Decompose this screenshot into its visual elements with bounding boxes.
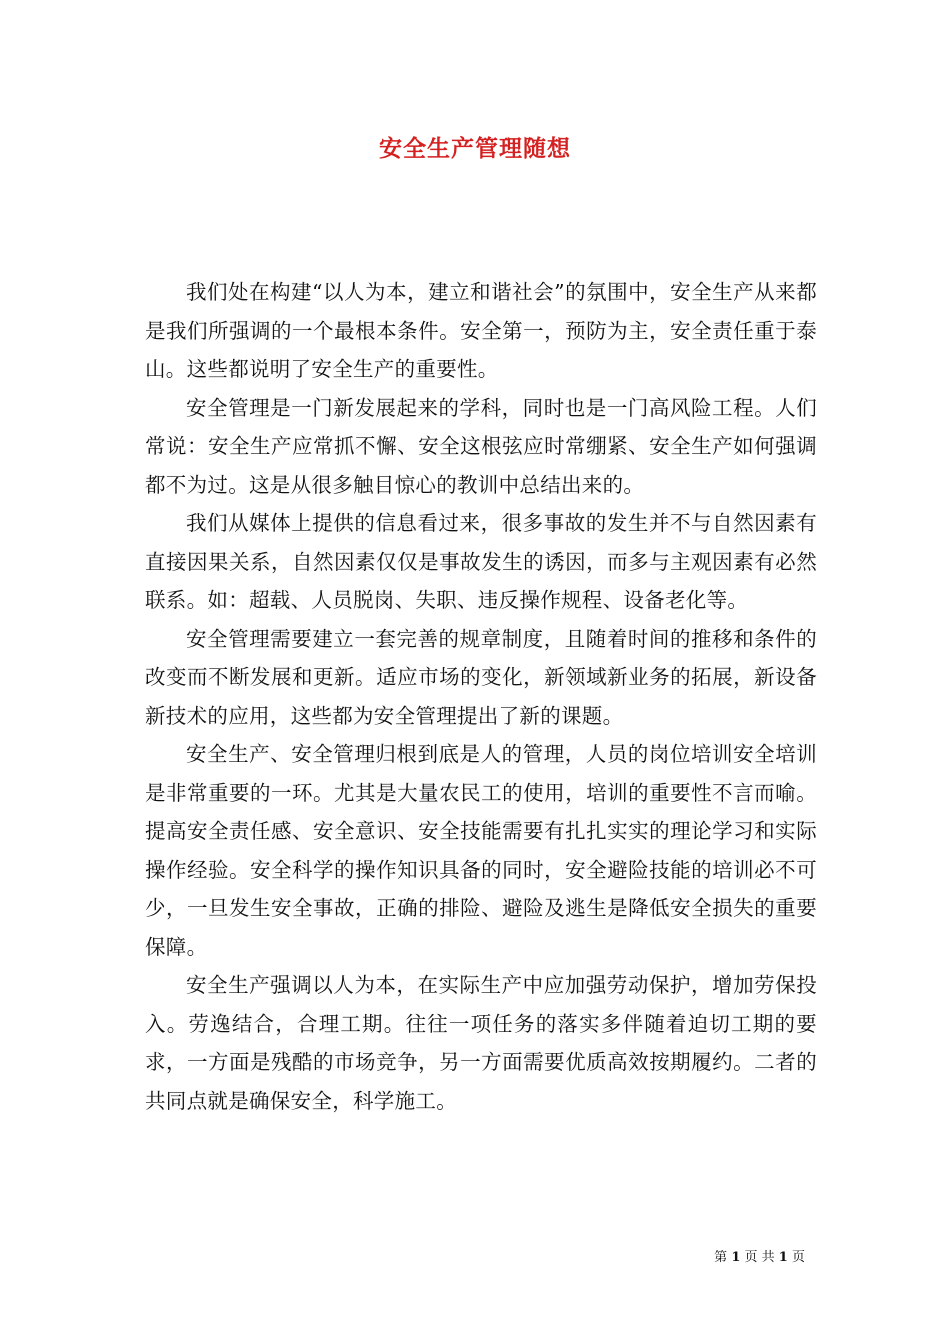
paragraph-6: 安全生产强调以人为本，在实际生产中应加强劳动保护，增加劳保投入。劳逸结合，合理工期。往往一项任务的落实多伴随着迫切工期的要求，一方面是残酷的市场竞争，另一方面需要优质高效按期履约。二者的共同点就是确保安全，科学施工。 <box>145 973 817 1113</box>
footer-prefix: 第 <box>714 1250 728 1265</box>
paragraph-4: 安全管理需要建立一套完善的规章制度，且随着时间的推移和条件的改变而不断发展和更新。适应市场的变化，新领域新业务的拓展，新设备新技术的应用，这些都为安全管理提出了新的课题。 <box>145 626 817 728</box>
page-number-footer <box>714 1246 805 1265</box>
paragraph-1: 我们处在构建“以人为本，建立和谐社会”的氛围中，安全生产从来都是我们所强调的一个最根本条件。安全第一，预防为主，安全责任重于泰山。这些都说明了安全生产的重要性。 <box>145 280 817 381</box>
paragraph-2: 安全管理是一门新发展起来的学科，同时也是一门高风险工程。人们常说：安全生产应常抓不懈、安全这根弦应时常绷紧、安全生产如何强调都不为过。这是从很多触目惊心的教训中总结出来的。 <box>145 395 817 497</box>
footer-suffix: 页 <box>791 1250 805 1265</box>
footer-total-pages: 1 <box>778 1250 788 1265</box>
footer-middle: 页 共 <box>744 1250 775 1265</box>
document-body <box>145 273 817 1120</box>
paragraph-5: 安全生产、安全管理归根到底是人的管理，人员的岗位培训安全培训是非常重要的一环。尤其是大量农民工的使用，培训的重要性不言而喻。提高安全责任感、安全意识、安全技能需要有扎扎实实的理论学习和实际操作经验。安全科学的操作知识具备的同时，安全避险技能的培训必不可少，一旦发生安全事故，正确的排险、避险及逃生是降低安全损失的重要保障。 <box>145 742 817 959</box>
paragraph-3: 我们从媒体上提供的信息看过来，很多事故的发生并不与自然因素有直接因果关系，自然因素仅仅是事故发生的诱因，而多与主观因素有必然联系。如：超载、人员脱岗、失职、违反操作规程、设备老化等。 <box>145 511 817 612</box>
document-title: 安全生产管理随想 <box>379 135 571 162</box>
footer-current-page: 1 <box>731 1250 741 1265</box>
